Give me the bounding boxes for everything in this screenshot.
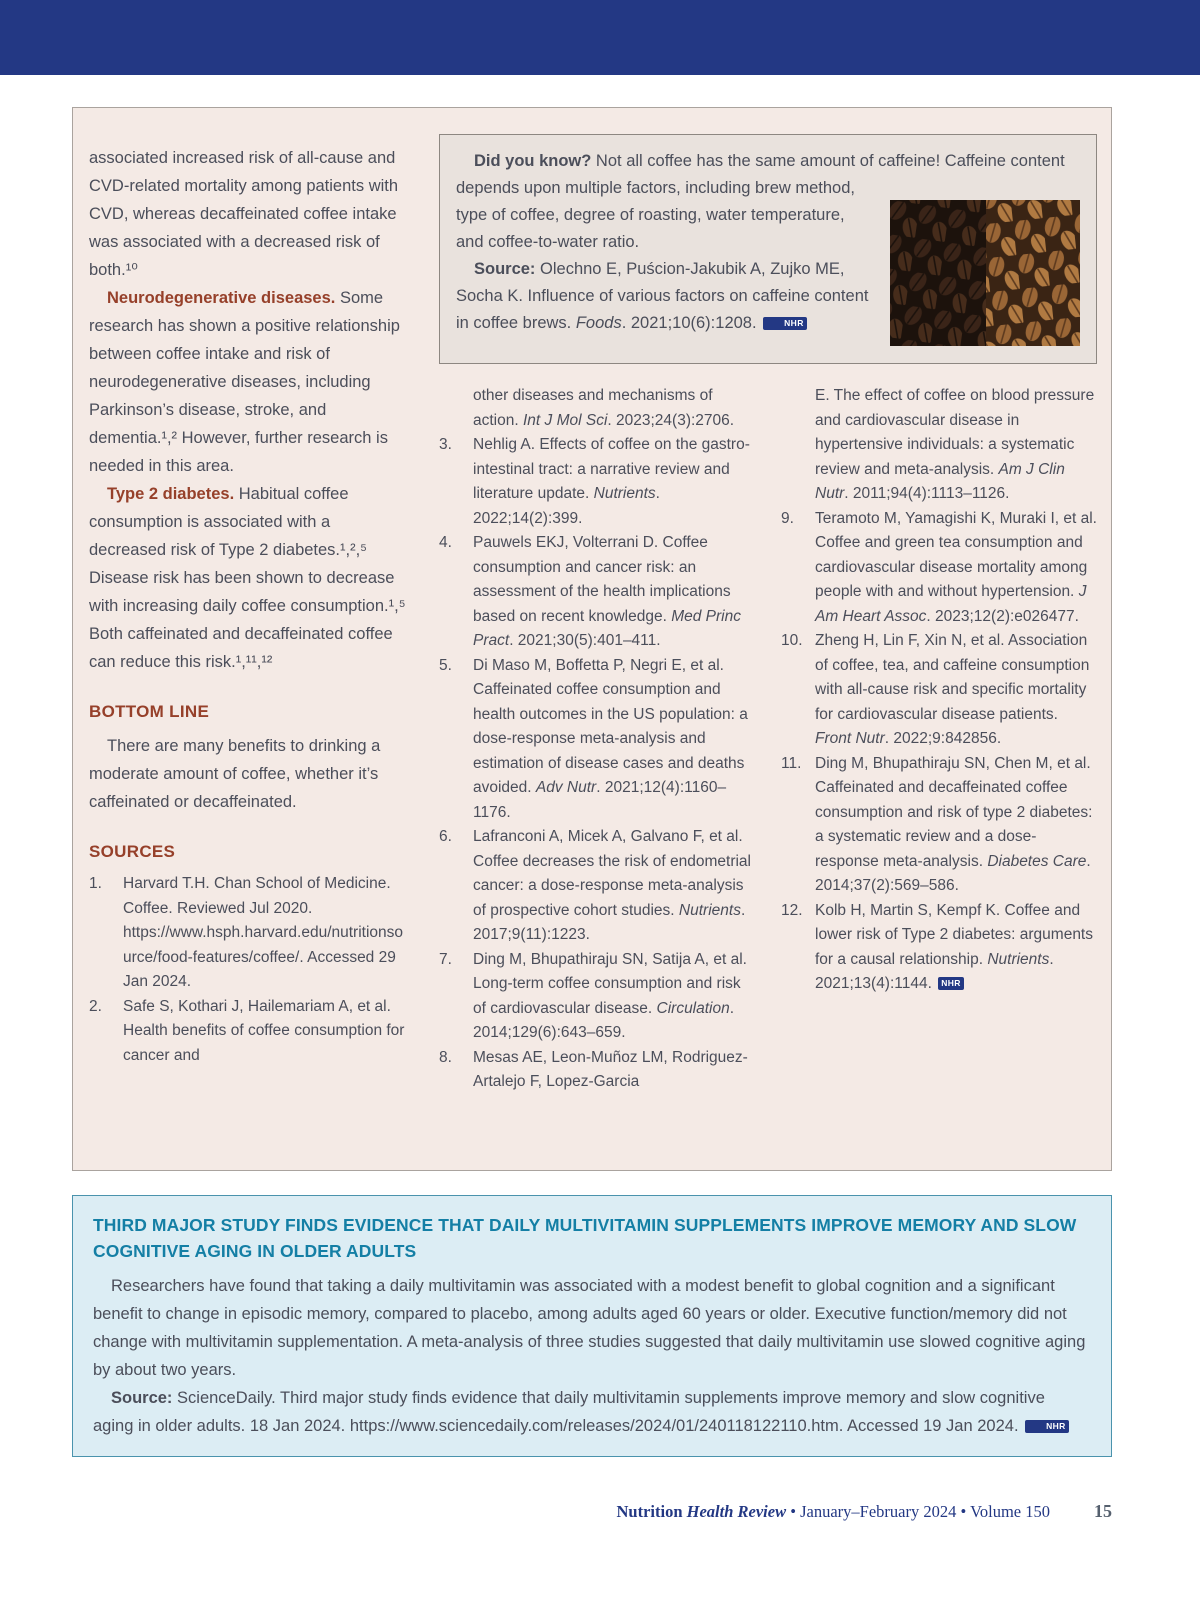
footer-journal-name: Nutrition [616, 1502, 683, 1521]
sources-list [89, 872, 411, 1068]
journal-name: Diabetes Care [987, 852, 1087, 870]
text-part: Kolb H, Martin S, Kempf K. Coffee and lower risk of Type 2 diabetes: arguments for a causal relationship. [815, 901, 1093, 968]
reference-item [781, 629, 1097, 752]
reference-number: 7. [439, 950, 452, 968]
did-you-know-source-lead: Source: [474, 260, 536, 278]
page-number: 15 [1094, 1501, 1112, 1521]
journal-name: Front Nutr [815, 730, 885, 747]
study-box-source [93, 1384, 1089, 1440]
reference-number: 9. [781, 509, 794, 527]
reference-item [439, 948, 755, 1046]
text-part: Zheng H, Lin F, Xin N, et al. Association of coffee, tea, and caffeine consumption with all-cause risk and specific mortality for cardiovascular disease patients. [815, 632, 1090, 723]
sources-heading: SOURCES [89, 842, 176, 861]
journal-name: Int J Mol Sci [522, 411, 608, 429]
reference-number: 11. [781, 754, 802, 772]
reference-text [123, 995, 411, 1069]
reference-item [439, 433, 755, 531]
reference-text [473, 825, 755, 948]
text-part: . 2023;24(3):2706. [607, 411, 735, 429]
reference-item [89, 872, 411, 995]
text-part: E. The effect of coffee on blood pressure and cardiovascular disease in hypertensive individuals: a systematic review and meta-analysis. [815, 387, 1095, 478]
journal-name: J Am Heart Assoc [815, 583, 1087, 625]
footer-issue-meta: • January–February 2024 • Volume 150 [786, 1502, 1050, 1521]
reference-number: 5. [439, 656, 452, 674]
reference-number: 8. [439, 1048, 452, 1066]
reference-item [439, 654, 755, 826]
text-part: other diseases and mechanisms of action. [473, 387, 713, 429]
reference-text [815, 507, 1097, 630]
multivitamin-study-box [72, 1195, 1112, 1457]
study-box-source-lead: Source: [111, 1389, 173, 1407]
reference-item [781, 507, 1097, 630]
reference-text [473, 654, 755, 826]
did-you-know-body: Not all coffee has the same amount of caffeine! Caffeine content depends upon multiple factors, including brew method, type of coffee, degree of roasting, water temperature, and coffee-to-water ratio. [456, 152, 1065, 251]
paragraph-continuation: associated increased risk of all-cause and CVD-related mortality among patients with CVD, whereas decaffeinated coffee intake was associated with a decreased risk of both.¹⁰ [89, 149, 399, 279]
text-part: Ding M, Bhupathiraju SN, Chen M, et al. Caffeinated and decaffeinated coffee consumption and risk of type 2 diabetes: a systematic review and a dose-response meta-analysis. [815, 754, 1093, 870]
reference-text [815, 752, 1097, 899]
text-part: . 2017;9(11):1223. [473, 901, 746, 943]
reference-text [473, 384, 755, 433]
reference-text [473, 433, 755, 531]
reference-item [439, 825, 755, 948]
reference-item [781, 384, 1097, 507]
journal-name: Nutrients [987, 950, 1050, 968]
reference-text [815, 629, 1097, 752]
coffee-beans-image [890, 200, 1080, 346]
journal-name: Adv Nutr [535, 779, 597, 796]
text-part: Ding M, Bhupathiraju SN, Satija A, et al. Long-term coffee consumption and risk of cardiovascular disease. [473, 950, 747, 1017]
text-part: . 2021;13(4):1144. [815, 950, 1054, 992]
nhr-endmark: NHR [1025, 1420, 1069, 1433]
section-lead-neurodegenerative: Neurodegenerative diseases. [107, 289, 336, 307]
text-part: . 2022;9:842856. [884, 730, 1002, 747]
reference-item [781, 752, 1097, 899]
reference-text [123, 872, 411, 995]
text-part: . 2014;37(2):569–586. [815, 852, 1091, 894]
journal-name: Circulation [656, 999, 730, 1017]
paragraph-neurodegenerative [89, 284, 411, 480]
reference-number: 2. [89, 997, 102, 1015]
left-column [87, 134, 439, 1152]
bottom-line-heading: BOTTOM LINE [89, 702, 210, 721]
reference-item [439, 384, 755, 433]
study-box-source-text: ScienceDaily. Third major study finds evidence that daily multivitamin supplements improve memory and slow cognitive aging in older adults. 18 Jan 2024. https://www.sciencedaily.com/releases/2024/01/240118122110.htm. Accessed 19 Jan 2024. [93, 1389, 1045, 1435]
text-part: Harvard T.H. Chan School of Medicine. Coffee. Reviewed Jul 2020. https://www.hsph.harvard.edu/nutritionsource/food-features/coffee/. Accessed 29 Jan 2024. [123, 875, 404, 990]
text-part: Safe S, Kothari J, Hailemariam A, et al. Health benefits of coffee consumption for cancer and [123, 997, 405, 1064]
reference-number [781, 384, 815, 507]
journal-name: Foods [575, 314, 622, 332]
reference-number: 12. [781, 901, 803, 919]
study-box-heading: THIRD MAJOR STUDY FINDS EVIDENCE THAT DAILY MULTIVITAMIN SUPPLEMENTS IMPROVE MEMORY AND SLOW COGNITIVE AGING IN OLDER ADULTS [93, 1215, 1077, 1261]
footer-journal-subname: Health Review [682, 1502, 787, 1521]
reference-item [439, 1046, 755, 1095]
reference-text [473, 948, 755, 1046]
references-middle-column [439, 384, 755, 1095]
did-you-know-lead: Did you know? [474, 152, 592, 170]
reference-number: 10. [781, 632, 803, 649]
text-part: . 2023;12(2):e026477. [926, 607, 1079, 625]
section-text-neurodegenerative: Some research has shown a positive relationship between coffee intake and risk of neurodegenerative diseases, including Parkinson’s disease, stroke, and dementia.¹,² However, further research is needed in this area. [89, 289, 400, 475]
text-part: . 2021;12(4):1160–1176. [473, 779, 727, 821]
text-part: . 2022;14(2):399. [473, 485, 660, 527]
text-part: Olechno E, Puścion-Jakubik A, Zujko ME, Socha K. Influence of various factors on caffeine content in coffee brews. [456, 260, 869, 332]
reference-text [473, 531, 755, 654]
text-part: . 2021;30(5):401–411. [509, 632, 661, 649]
text-part: Mesas AE, Leon-Muñoz LM, Rodriguez-Artalejo F, Lopez-Garcia [473, 1048, 748, 1090]
paragraph-type2-diabetes [89, 480, 411, 676]
text-part: Nehlig A. Effects of coffee on the gastro-intestinal tract: a narrative review and literature update. [473, 436, 750, 502]
reference-number: 3. [439, 436, 452, 453]
journal-name: Nutrients [678, 901, 741, 919]
reference-number: 4. [439, 534, 452, 551]
journal-name: Am J Clin Nutr [815, 460, 1065, 502]
nhr-endmark: NHR [938, 977, 964, 990]
bottom-line-text: There are many benefits to drinking a moderate amount of coffee, whether it’s caffeinated or decaffeinated. [89, 737, 381, 811]
reference-text [815, 899, 1097, 997]
section-lead-diabetes: Type 2 diabetes. [107, 485, 235, 503]
text-part: Lafranconi A, Micek A, Galvano F, et al. Coffee decreases the risk of endometrial cancer: a dose-response meta-analysis of prospective cohort studies. [473, 828, 752, 919]
nhr-endmark: NHR [763, 317, 807, 330]
text-part: Teramoto M, Yamagishi K, Muraki I, et al. Coffee and green tea consumption and cardiovascular disease mortality among people with and without hypertension. [815, 509, 1097, 600]
references-right-column [781, 384, 1097, 1095]
journal-name: Med Princ Pract [473, 607, 741, 649]
reference-item [89, 995, 411, 1069]
journal-name: Nutrients [593, 485, 656, 502]
text-part: . 2014;129(6):643–659. [473, 999, 735, 1041]
reference-item [781, 899, 1097, 997]
top-header-bar [0, 0, 1200, 75]
reference-number: 6. [439, 828, 452, 845]
text-part: . 2011;94(4):1113–1126. [844, 485, 1010, 502]
article-box [72, 107, 1112, 1171]
text-part: Pauwels EKJ, Volterrani D. Coffee consumption and cancer risk: an assessment of the health implications based on recent knowledge. [473, 534, 731, 625]
text-part: . 2021;10(6):1208. [621, 314, 762, 332]
references-columns [439, 384, 1097, 1095]
section-text-diabetes: Habitual coffee consumption is associated with a decreased risk of Type 2 diabetes.¹,²,⁵ Disease risk has been shown to decrease with increasing daily coffee consumption.¹,⁵ Both caffeinated and decaffeinated coffee can reduce this risk.¹,¹¹,¹² [89, 485, 406, 671]
reference-number: 1. [89, 875, 102, 892]
reference-text [473, 1046, 755, 1095]
reference-number [439, 384, 473, 433]
reference-item [439, 531, 755, 654]
study-box-body: Researchers have found that taking a daily multivitamin was associated with a modest benefit to global cognition and a significant benefit to change in episodic memory, compared to placebo, among adults aged 60 years or older. Executive function/memory did not change with multivitamin supplementation. A meta-analysis of three studies suggested that daily multivitamin use slowed cognitive aging by about two years. [93, 1277, 1086, 1379]
reference-text [815, 384, 1097, 507]
page-footer [72, 1501, 1112, 1522]
right-content-area [439, 134, 1097, 1152]
footer-journal-line [617, 1502, 1051, 1522]
text-part: Di Maso M, Boffetta P, Negri E, et al. Caffeinated coffee consumption and health outcomes in the US population: a dose-response meta-analysis and estimation of disease cases and deaths avoided. [473, 656, 748, 796]
did-you-know-box [439, 134, 1097, 364]
